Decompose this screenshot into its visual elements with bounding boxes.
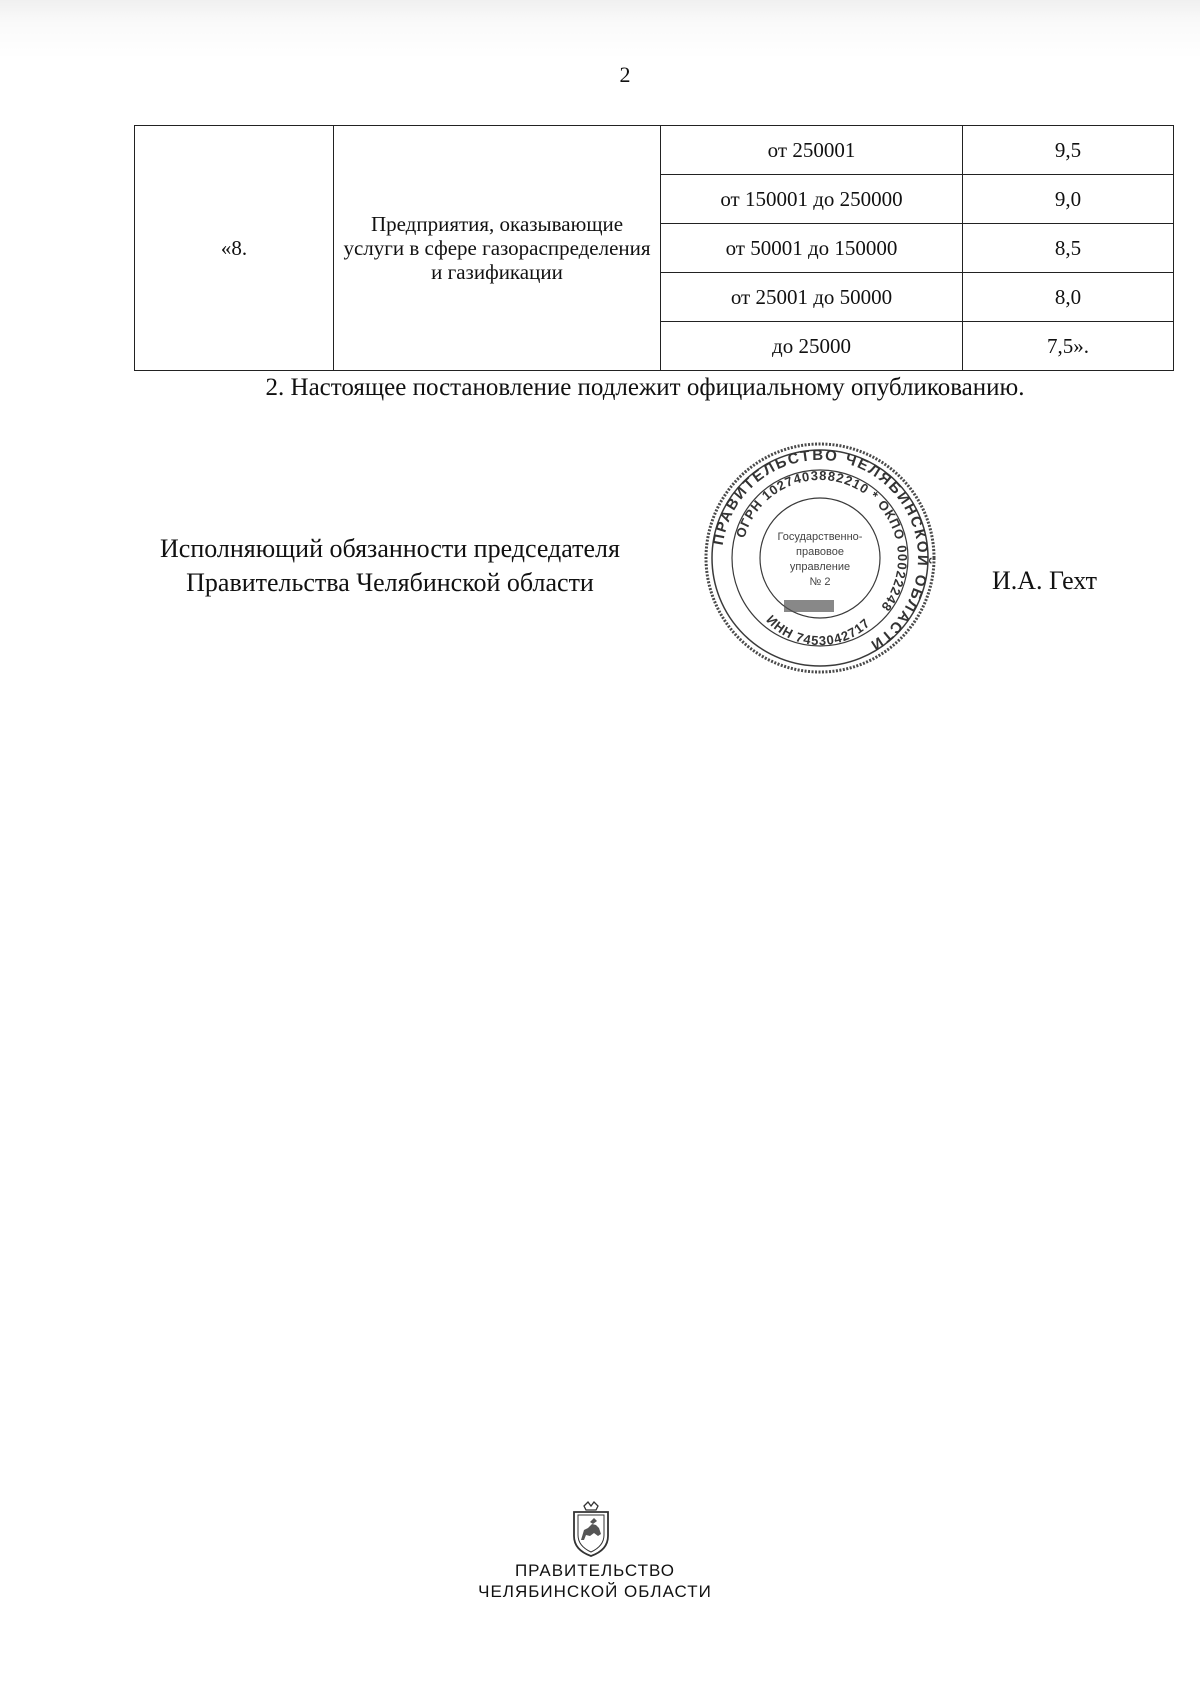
value-cell: 9,5 [963, 126, 1174, 175]
official-seal [702, 440, 938, 676]
signatory-title [130, 532, 650, 600]
seal-center-line: управление [789, 561, 851, 573]
page-number: 2 [619, 62, 631, 87]
item-number-cell: «8. [135, 126, 334, 371]
table-row [135, 126, 1174, 175]
item-name-cell: Предприятия, оказывающие услуги в сфере газораспределения и газификации [334, 126, 661, 371]
value-cell: 7,5». [963, 322, 1174, 371]
value-cell: 8,5 [963, 224, 1174, 273]
footer-line: ЧЕЛЯБИНСКОЙ ОБЛАСТИ [478, 1582, 712, 1602]
seal-outer-text-path: ПРАВИТЕЛЬСТВО ЧЕЛЯБИНСКОЙ ОБЛАСТИ [709, 446, 932, 655]
seal-center-line: правовое [796, 546, 844, 558]
value-cell: 8,0 [963, 273, 1174, 322]
coat-of-arms-icon [566, 1500, 616, 1558]
seal-inner-ring-text-path: ОГРН 1027403882210 * ОКПО 00022248 [732, 467, 911, 615]
value-cell: 9,0 [963, 175, 1174, 224]
range-cell: от 150001 до 250000 [661, 175, 963, 224]
seal-inn-text-path: ИНН 7453042717 [763, 612, 874, 649]
rates-table [134, 125, 1174, 371]
seal-ink-smudge [784, 600, 834, 612]
seal-center-line: № 2 [809, 576, 831, 588]
scan-noise [0, 0, 1200, 60]
footer-line: ПРАВИТЕЛЬСТВО [514, 1561, 676, 1580]
seal-center-line: Государственно- [777, 531, 863, 543]
signatory-title-line: Правительства Челябинской области [186, 567, 594, 597]
range-cell: от 50001 до 150000 [661, 224, 963, 273]
signatory-title-line: Исполняющий обязанности председателя [160, 534, 620, 563]
range-cell: до 25000 [661, 322, 963, 371]
publication-paragraph: 2. Настоящее постановление подлежит официальному опубликованию. [265, 374, 1025, 401]
range-cell: от 25001 до 50000 [661, 273, 963, 322]
range-cell: от 250001 [661, 126, 963, 175]
signatory-name: И.А. Гехт [992, 566, 1098, 595]
footer-organization [0, 1560, 1190, 1603]
